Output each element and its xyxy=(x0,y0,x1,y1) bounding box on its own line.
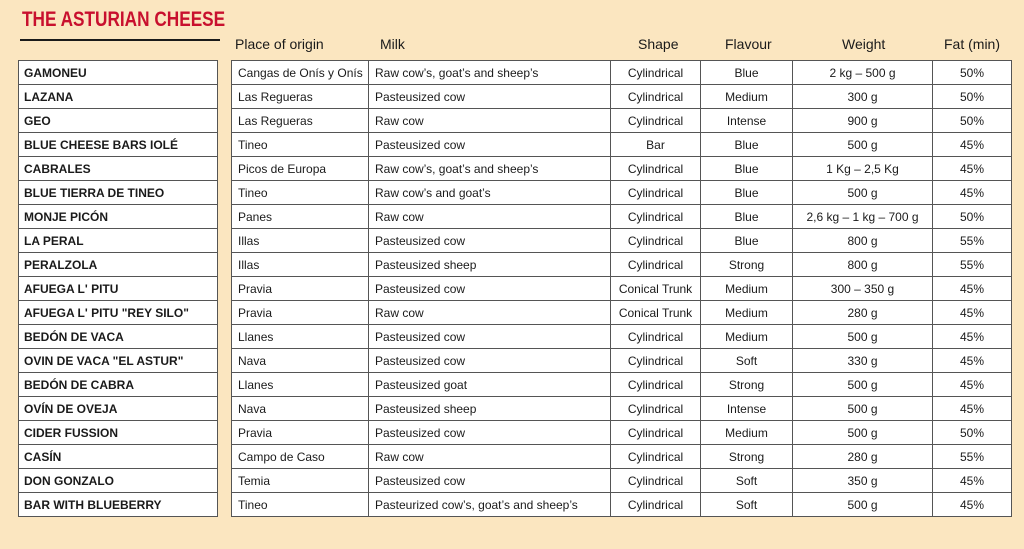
cell-weight: 500 g xyxy=(793,181,933,205)
cell-fat: 55% xyxy=(933,253,1012,277)
table-row xyxy=(232,349,1012,373)
cell-shape: Conical Trunk xyxy=(611,301,701,325)
cell-fat: 50% xyxy=(933,421,1012,445)
cell-shape: Cylindrical xyxy=(611,205,701,229)
table-row xyxy=(19,325,218,349)
cell-origin: Llanes xyxy=(232,373,369,397)
table-row xyxy=(232,301,1012,325)
table-row xyxy=(232,493,1012,517)
cell-origin: Tineo xyxy=(232,133,369,157)
cell-shape: Cylindrical xyxy=(611,85,701,109)
cell-shape: Cylindrical xyxy=(611,469,701,493)
cheese-name: AFUEGA L' PITU "REY SILO" xyxy=(19,301,218,325)
cheese-name: GEO xyxy=(19,109,218,133)
cell-shape: Cylindrical xyxy=(611,421,701,445)
cell-origin: Campo de Caso xyxy=(232,445,369,469)
cell-origin: Cangas de Onís y Onís xyxy=(232,61,369,85)
cheese-name: PERALZOLA xyxy=(19,253,218,277)
cell-milk: Pasteurized cow’s, goat’s and sheep’s xyxy=(369,493,611,517)
cheese-name: DON GONZALO xyxy=(19,469,218,493)
table-row xyxy=(232,157,1012,181)
cell-shape: Bar xyxy=(611,133,701,157)
cheese-name: AFUEGA L' PITU xyxy=(19,277,218,301)
table-row xyxy=(19,205,218,229)
cell-shape: Cylindrical xyxy=(611,325,701,349)
table-row xyxy=(19,493,218,517)
cell-flavour: Strong xyxy=(701,373,793,397)
cell-weight: 350 g xyxy=(793,469,933,493)
cell-flavour: Blue xyxy=(701,61,793,85)
table-row xyxy=(19,421,218,445)
header-weight: Weight xyxy=(842,36,886,52)
cell-origin: Pravia xyxy=(232,301,369,325)
table-row xyxy=(19,397,218,421)
cell-shape: Cylindrical xyxy=(611,229,701,253)
cheese-name: GAMONEU xyxy=(19,61,218,85)
cell-milk: Pasteusized cow xyxy=(369,229,611,253)
cell-weight: 800 g xyxy=(793,253,933,277)
cheese-data-table xyxy=(231,60,1012,517)
table-row xyxy=(232,277,1012,301)
table-row xyxy=(19,301,218,325)
header-flavour: Flavour xyxy=(725,36,772,52)
cheese-name: BEDÓN DE VACA xyxy=(19,325,218,349)
header-shape: Shape xyxy=(638,36,679,52)
cell-flavour: Soft xyxy=(701,349,793,373)
cell-fat: 50% xyxy=(933,61,1012,85)
cell-weight: 280 g xyxy=(793,301,933,325)
cell-milk: Raw cow xyxy=(369,301,611,325)
cell-weight: 900 g xyxy=(793,109,933,133)
cheese-name: BLUE TIERRA DE TINEO xyxy=(19,181,218,205)
table-row xyxy=(19,229,218,253)
cell-weight: 500 g xyxy=(793,133,933,157)
cell-milk: Pasteusized cow xyxy=(369,277,611,301)
cell-milk: Raw cow’s, goat’s and sheep’s xyxy=(369,61,611,85)
cell-flavour: Blue xyxy=(701,229,793,253)
table-row xyxy=(232,181,1012,205)
cheese-name-table xyxy=(18,60,218,517)
table-row xyxy=(19,277,218,301)
cheese-name: CIDER FUSSION xyxy=(19,421,218,445)
table-row xyxy=(19,181,218,205)
cell-weight: 330 g xyxy=(793,349,933,373)
cheese-name: CABRALES xyxy=(19,157,218,181)
cell-shape: Cylindrical xyxy=(611,445,701,469)
table-row xyxy=(232,109,1012,133)
cell-flavour: Soft xyxy=(701,493,793,517)
table-row xyxy=(232,445,1012,469)
cell-flavour: Medium xyxy=(701,277,793,301)
cheese-name: BLUE CHEESE BARS IOLÉ xyxy=(19,133,218,157)
cell-weight: 800 g xyxy=(793,229,933,253)
cell-shape: Cylindrical xyxy=(611,349,701,373)
cell-origin: Tineo xyxy=(232,493,369,517)
cheese-name: LA PERAL xyxy=(19,229,218,253)
cell-milk: Pasteusized sheep xyxy=(369,397,611,421)
table-row xyxy=(232,421,1012,445)
table-row xyxy=(232,61,1012,85)
cell-origin: Nava xyxy=(232,397,369,421)
cell-fat: 45% xyxy=(933,301,1012,325)
cell-fat: 45% xyxy=(933,325,1012,349)
cell-flavour: Blue xyxy=(701,205,793,229)
cell-milk: Pasteusized sheep xyxy=(369,253,611,277)
cell-fat: 45% xyxy=(933,469,1012,493)
cell-fat: 45% xyxy=(933,373,1012,397)
cell-shape: Cylindrical xyxy=(611,397,701,421)
cell-origin: Pravia xyxy=(232,421,369,445)
cheese-name: OVIN DE VACA "EL ASTUR" xyxy=(19,349,218,373)
cell-origin: Illas xyxy=(232,253,369,277)
header-milk: Milk xyxy=(380,36,405,52)
title-underline xyxy=(20,39,220,41)
cell-fat: 45% xyxy=(933,493,1012,517)
cell-fat: 50% xyxy=(933,205,1012,229)
cell-milk: Pasteusized cow xyxy=(369,133,611,157)
cell-shape: Conical Trunk xyxy=(611,277,701,301)
cell-shape: Cylindrical xyxy=(611,157,701,181)
cell-weight: 280 g xyxy=(793,445,933,469)
cell-milk: Pasteusized cow xyxy=(369,421,611,445)
table-row xyxy=(232,205,1012,229)
cell-milk: Raw cow xyxy=(369,109,611,133)
cell-origin: Temia xyxy=(232,469,369,493)
cell-flavour: Strong xyxy=(701,253,793,277)
cell-flavour: Medium xyxy=(701,301,793,325)
table-row xyxy=(19,445,218,469)
cell-flavour: Blue xyxy=(701,181,793,205)
cell-shape: Cylindrical xyxy=(611,61,701,85)
cell-milk: Pasteusized cow xyxy=(369,469,611,493)
cell-origin: Nava xyxy=(232,349,369,373)
cell-fat: 45% xyxy=(933,157,1012,181)
cell-shape: Cylindrical xyxy=(611,181,701,205)
cell-flavour: Intense xyxy=(701,397,793,421)
cell-milk: Raw cow’s, goat’s and sheep’s xyxy=(369,157,611,181)
table-row xyxy=(232,397,1012,421)
cell-weight: 1 Kg – 2,5 Kg xyxy=(793,157,933,181)
cell-origin: Panes xyxy=(232,205,369,229)
table-row xyxy=(19,85,218,109)
cell-flavour: Intense xyxy=(701,109,793,133)
cheese-name: BAR WITH BLUEBERRY xyxy=(19,493,218,517)
cell-weight: 500 g xyxy=(793,493,933,517)
cell-origin: Tineo xyxy=(232,181,369,205)
cell-flavour: Blue xyxy=(701,157,793,181)
cell-origin: Las Regueras xyxy=(232,85,369,109)
cell-milk: Raw cow xyxy=(369,445,611,469)
cell-weight: 2,6 kg – 1 kg – 700 g xyxy=(793,205,933,229)
table-row xyxy=(232,373,1012,397)
cheese-name: CASÍN xyxy=(19,445,218,469)
table-row xyxy=(232,325,1012,349)
cell-fat: 45% xyxy=(933,181,1012,205)
cell-shape: Cylindrical xyxy=(611,493,701,517)
cell-fat: 55% xyxy=(933,229,1012,253)
cell-origin: Llanes xyxy=(232,325,369,349)
cell-shape: Cylindrical xyxy=(611,253,701,277)
cheese-name: OVÍN DE OVEJA xyxy=(19,397,218,421)
table-row xyxy=(19,133,218,157)
table-row xyxy=(19,373,218,397)
cell-origin: Las Regueras xyxy=(232,109,369,133)
cell-weight: 300 – 350 g xyxy=(793,277,933,301)
cheese-name: BEDÓN DE CABRA xyxy=(19,373,218,397)
cell-milk: Pasteusized cow xyxy=(369,325,611,349)
cell-fat: 50% xyxy=(933,109,1012,133)
table-row xyxy=(232,85,1012,109)
cell-fat: 55% xyxy=(933,445,1012,469)
cell-fat: 45% xyxy=(933,349,1012,373)
table-row xyxy=(19,253,218,277)
table-row xyxy=(232,253,1012,277)
table-row xyxy=(19,349,218,373)
table-row xyxy=(19,157,218,181)
table-row xyxy=(232,469,1012,493)
cheese-name: LAZANA xyxy=(19,85,218,109)
cell-flavour: Strong xyxy=(701,445,793,469)
cell-weight: 500 g xyxy=(793,373,933,397)
cell-weight: 2 kg – 500 g xyxy=(793,61,933,85)
cell-milk: Pasteusized cow xyxy=(369,349,611,373)
cell-flavour: Medium xyxy=(701,85,793,109)
cell-weight: 500 g xyxy=(793,421,933,445)
header-fat: Fat (min) xyxy=(944,36,1000,52)
cell-fat: 50% xyxy=(933,85,1012,109)
cell-shape: Cylindrical xyxy=(611,109,701,133)
cell-origin: Illas xyxy=(232,229,369,253)
cell-fat: 45% xyxy=(933,397,1012,421)
cell-flavour: Blue xyxy=(701,133,793,157)
cell-milk: Pasteusized goat xyxy=(369,373,611,397)
cell-weight: 300 g xyxy=(793,85,933,109)
cell-milk: Raw cow xyxy=(369,205,611,229)
page-title: THE ASTURIAN CHEESE xyxy=(22,8,226,31)
table-row xyxy=(232,229,1012,253)
cell-weight: 500 g xyxy=(793,397,933,421)
cell-flavour: Medium xyxy=(701,325,793,349)
cell-shape: Cylindrical xyxy=(611,373,701,397)
header-origin: Place of origin xyxy=(235,36,324,52)
cell-origin: Pravia xyxy=(232,277,369,301)
cell-flavour: Soft xyxy=(701,469,793,493)
cell-origin: Picos de Europa xyxy=(232,157,369,181)
cell-flavour: Medium xyxy=(701,421,793,445)
cheese-name: MONJE PICÓN xyxy=(19,205,218,229)
table-row xyxy=(19,109,218,133)
table-row xyxy=(19,469,218,493)
cell-weight: 500 g xyxy=(793,325,933,349)
cell-fat: 45% xyxy=(933,133,1012,157)
table-row xyxy=(232,133,1012,157)
cell-fat: 45% xyxy=(933,277,1012,301)
cell-milk: Pasteusized cow xyxy=(369,85,611,109)
cell-milk: Raw cow’s and goat’s xyxy=(369,181,611,205)
table-row xyxy=(19,61,218,85)
